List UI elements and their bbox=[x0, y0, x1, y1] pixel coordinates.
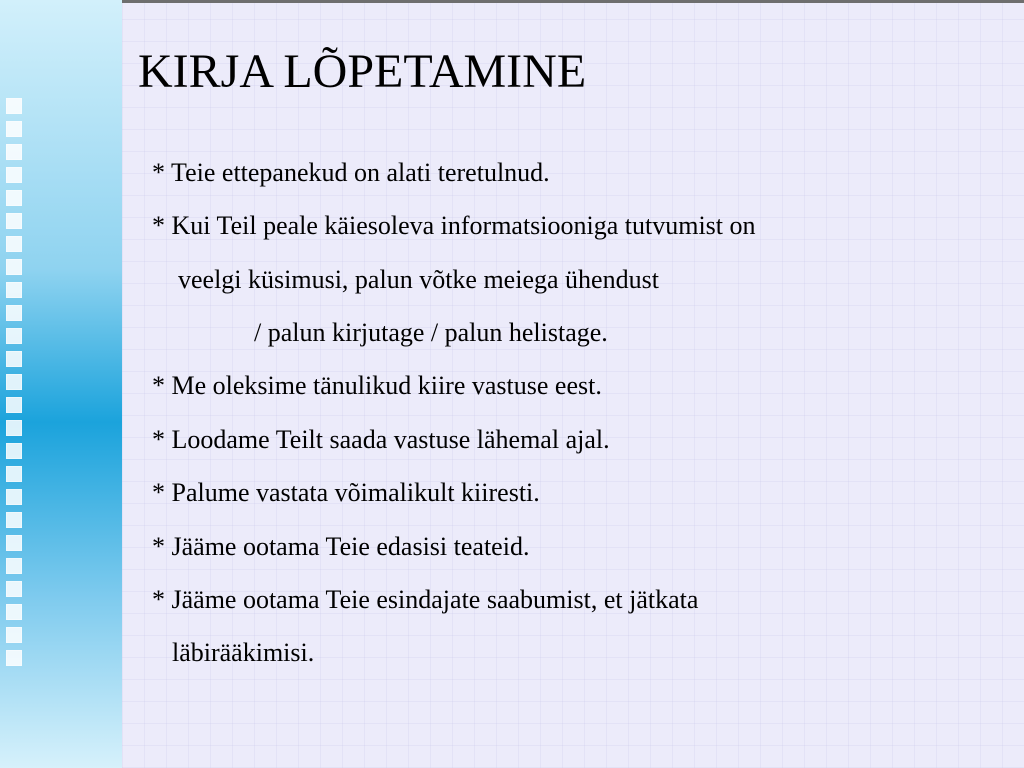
bullet-line: * Jääme ootama Teie edasisi teateid. bbox=[152, 532, 530, 561]
decorative-square bbox=[6, 489, 22, 505]
bullet-line-continuation: läbirääkimisi. bbox=[172, 638, 315, 667]
bullet-line-continuation: veelgi küsimusi, palun võtke meiega ühendust bbox=[178, 265, 659, 294]
decorative-squares bbox=[6, 98, 28, 688]
decorative-square bbox=[6, 627, 22, 643]
bullet-line: * Teie ettepanekud on alati teretulnud. bbox=[152, 158, 550, 187]
decorative-square bbox=[6, 650, 22, 666]
decorative-square bbox=[6, 144, 22, 160]
decorative-square bbox=[6, 420, 22, 436]
decorative-square bbox=[6, 305, 22, 321]
decorative-square bbox=[6, 167, 22, 183]
decorative-square bbox=[6, 535, 22, 551]
slide-title: KIRJA LÕPETAMINE bbox=[138, 45, 587, 98]
top-divider bbox=[122, 0, 1024, 3]
decorative-square bbox=[6, 443, 22, 459]
bullet-line: * Me oleksime tänulikud kiire vastuse eest. bbox=[152, 371, 602, 400]
decorative-square bbox=[6, 282, 22, 298]
decorative-square bbox=[6, 259, 22, 275]
decorative-square bbox=[6, 98, 22, 114]
left-decorative-bar bbox=[0, 0, 122, 768]
decorative-square bbox=[6, 190, 22, 206]
decorative-square bbox=[6, 374, 22, 390]
decorative-square bbox=[6, 351, 22, 367]
bullet-line: * Loodame Teilt saada vastuse lähemal ajal. bbox=[152, 425, 610, 454]
decorative-square bbox=[6, 604, 22, 620]
decorative-square bbox=[6, 121, 22, 137]
bullet-line: * Kui Teil peale käiesoleva informatsiooniga tutvumist on bbox=[152, 211, 756, 240]
decorative-square bbox=[6, 581, 22, 597]
bullet-line-continuation: / palun kirjutage / palun helistage. bbox=[254, 318, 608, 347]
decorative-square bbox=[6, 328, 22, 344]
decorative-square bbox=[6, 213, 22, 229]
decorative-square bbox=[6, 512, 22, 528]
decorative-square bbox=[6, 558, 22, 574]
bullet-line: * Palume vastata võimalikult kiiresti. bbox=[152, 478, 540, 507]
decorative-square bbox=[6, 466, 22, 482]
bullet-line: * Jääme ootama Teie esindajate saabumist, et jätkata bbox=[152, 585, 699, 614]
decorative-square bbox=[6, 397, 22, 413]
decorative-square bbox=[6, 236, 22, 252]
